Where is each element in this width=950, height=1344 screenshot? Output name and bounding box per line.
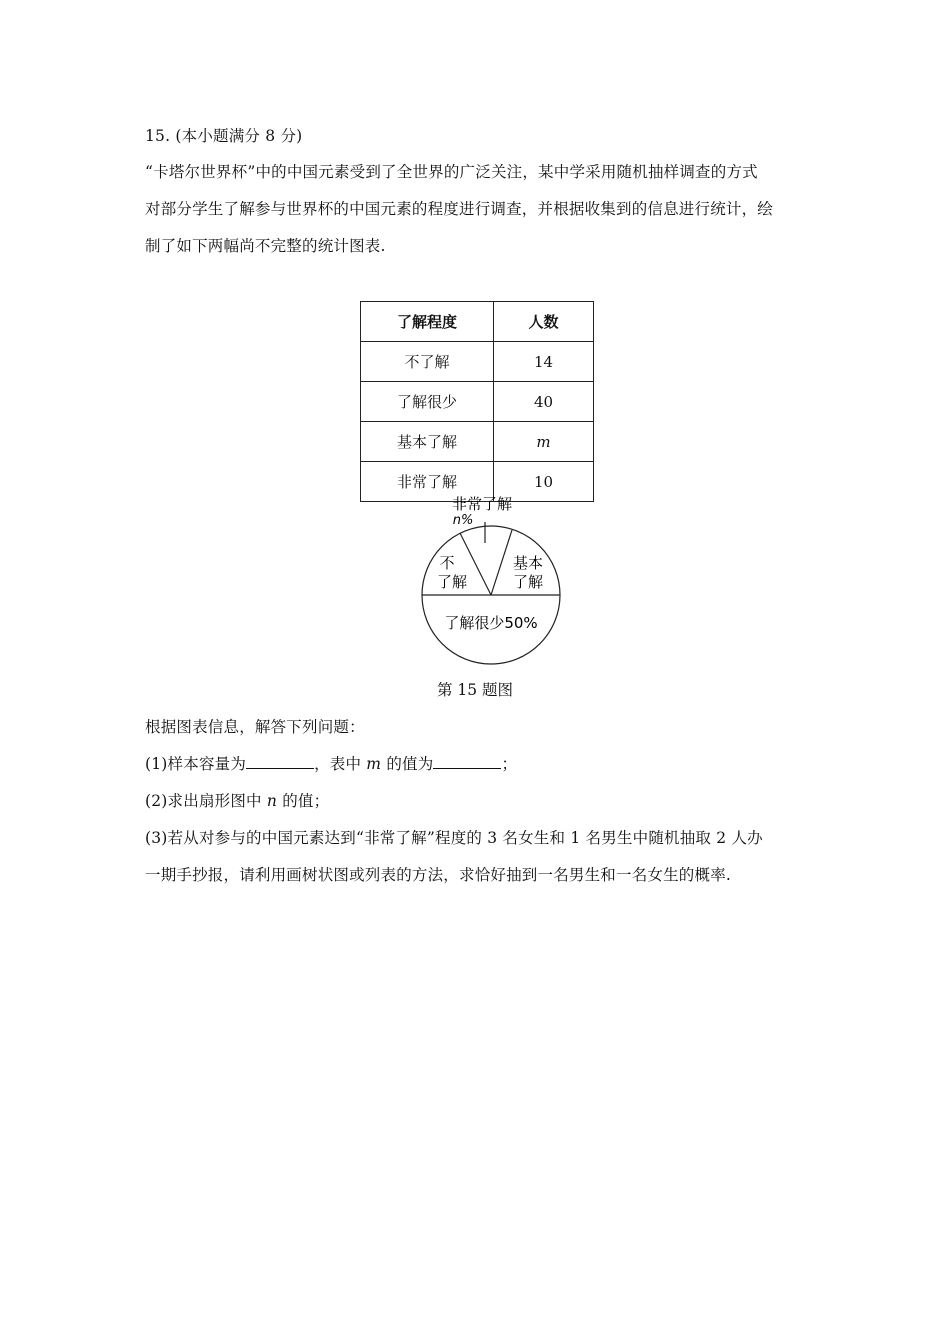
header-count: 人数 [494, 302, 594, 342]
answer-blank-sample-size[interactable] [246, 754, 314, 769]
cell-level: 非常了解 [361, 462, 494, 502]
pie-label-little: 了解很少50% [444, 614, 538, 632]
pie-label-none-2: 了解 [436, 573, 468, 591]
table-row [361, 342, 594, 382]
cell-level: 不了解 [361, 342, 494, 382]
pie-label-none-1: 不 [439, 554, 455, 572]
intro-line-2: 对部分学生了解参与世界杯的中国元素的程度进行调查，并根据收集到的信息进行统计，绘 [145, 200, 774, 218]
question-3-line-2: 一期手抄报，请利用画树状图或列表的方法，求恰好抽到一名男生和一名女生的概率. [145, 866, 732, 884]
cell-count: m [494, 422, 594, 462]
pie-label-basic-2: 了解 [512, 573, 544, 591]
intro-line-1: “卡塔尔世界杯”中的中国元素受到了全世界的广泛关注，某中学采用随机抽样调查的方式 [145, 163, 758, 181]
pie-label-very: 非常了解 [451, 495, 513, 513]
header-level: 了解程度 [361, 302, 494, 342]
question-2: (2)求出扇形图中 n 的值； [145, 792, 330, 810]
cell-level: 了解很少 [361, 382, 494, 422]
pie-label-basic-1: 基本 [512, 554, 544, 572]
pie-label-very-pct: n% [452, 513, 474, 528]
pie-chart [400, 490, 580, 670]
figure-caption: 第 15 题图 [436, 681, 514, 699]
question-1: (1)样本容量为 ，表中 m 的值为 ； [145, 755, 518, 773]
problem-header: 15. (本小题满分 8 分) [145, 127, 303, 145]
cell-level: 基本了解 [361, 422, 494, 462]
table-row [361, 382, 594, 422]
table-row [361, 422, 594, 462]
question-3-line-1: (3)若从对参与的中国元素达到“非常了解”程度的 3 名女生和 1 名男生中随机抽取 2 人办 [145, 829, 763, 847]
survey-table [360, 301, 594, 502]
intro-line-3: 制了如下两幅尚不完整的统计图表. [145, 237, 386, 255]
cell-count: 14 [494, 342, 594, 382]
prompt: 根据图表信息，解答下列问题： [145, 718, 365, 736]
cell-count: 10 [494, 462, 594, 502]
cell-count: 40 [494, 382, 594, 422]
answer-blank-m[interactable] [433, 754, 501, 769]
table-header-row [361, 302, 594, 342]
